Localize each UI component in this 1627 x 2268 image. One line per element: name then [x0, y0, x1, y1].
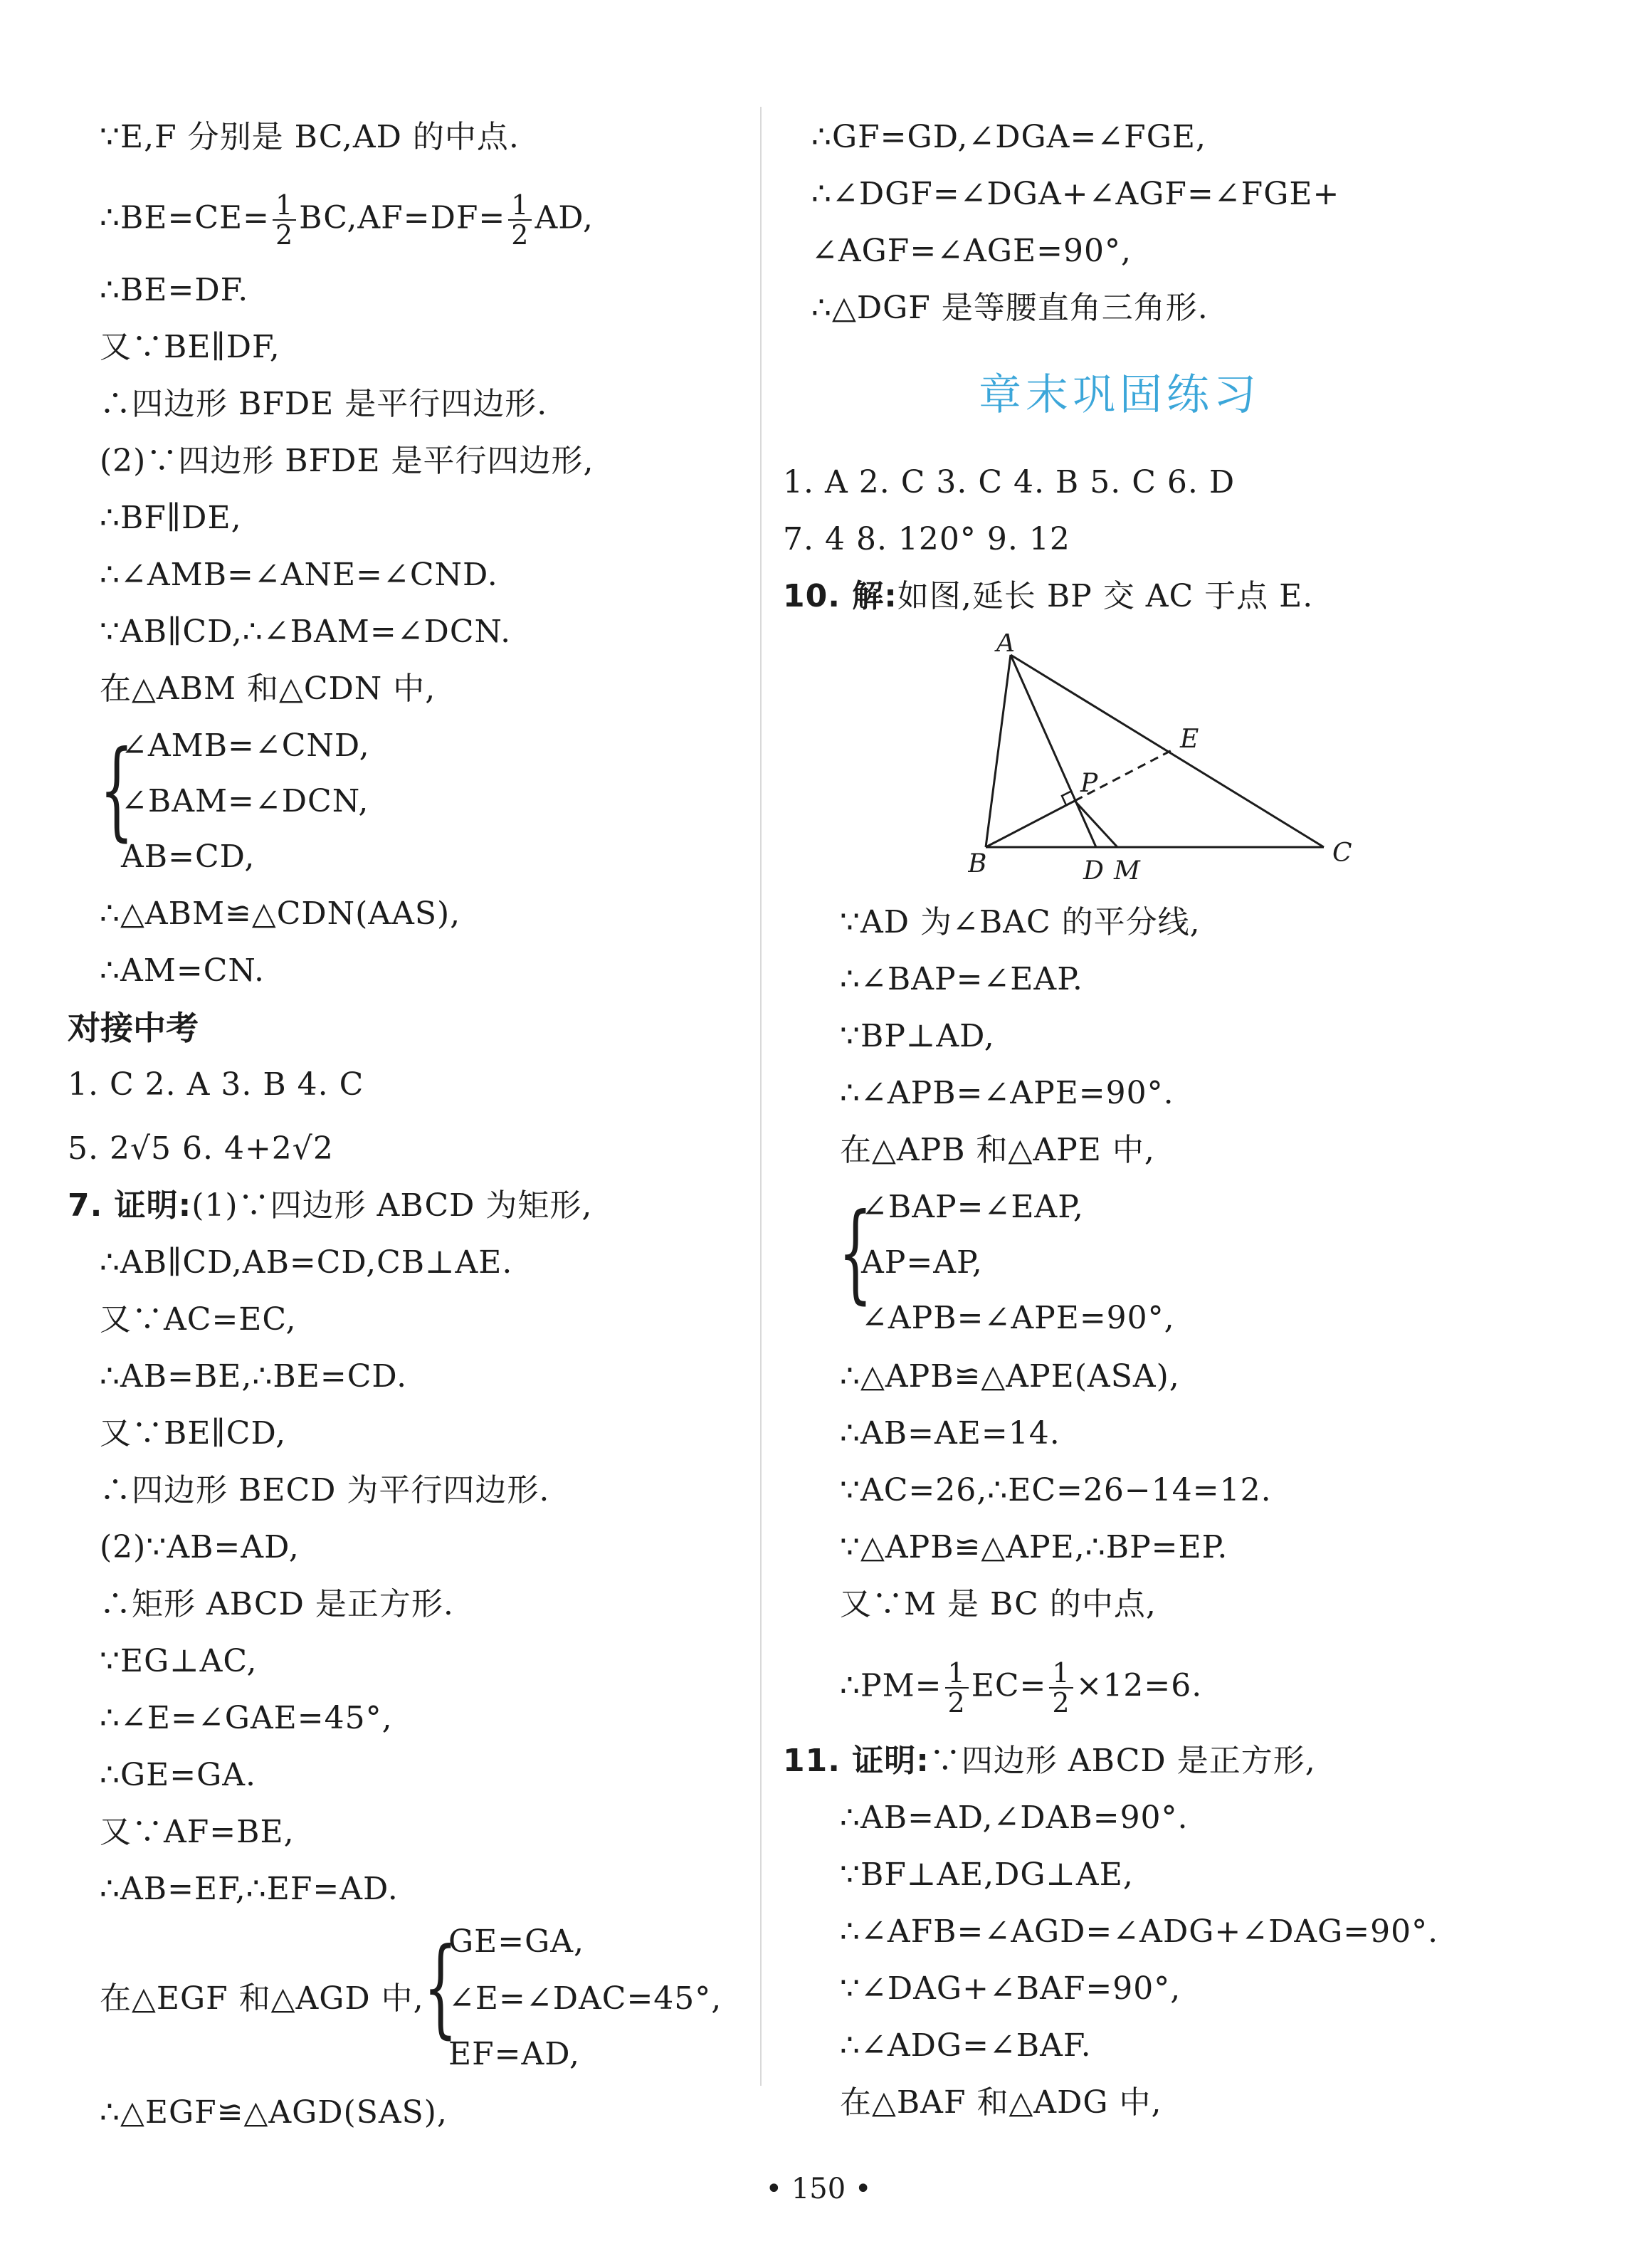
text-line: (2)∵AB=AD,	[100, 1529, 300, 1565]
text-line: ∴BF∥DE,	[100, 500, 242, 536]
label-m: M	[1114, 856, 1140, 883]
text-line: ∴∠APB=∠APE=90°.	[840, 1075, 1174, 1111]
text-line: ∴BE=DF.	[100, 272, 249, 308]
question-11: 11. 证明:∵四边形 ABCD 是正方形,	[783, 1743, 1316, 1779]
text-line: ∴PM= $\frac{1}{2}$ EC= $\frac{1}{2}$ ×12=6.	[840, 1657, 1203, 1718]
text-line: ∠AMB=∠CND,	[121, 728, 370, 764]
text-line: ∴∠DGF=∠DGA+∠AGF=∠FGE+	[811, 176, 1340, 212]
label-p: P	[1080, 769, 1098, 798]
answer-row: 7. 4 8. 120° 9. 12	[783, 521, 1070, 557]
text-line: AB=CD,	[121, 839, 256, 875]
text-line: ∴∠AFB=∠AGD=∠ADG+∠DAG=90°.	[840, 1913, 1439, 1950]
text-line: ∴四边形 BECD 为平行四边形.	[100, 1472, 550, 1508]
text-line: 在△BAF 和△ADG 中,	[840, 2084, 1162, 2121]
text-line: ∵EG⊥AC,	[100, 1643, 258, 1679]
text-line: ∴GE=GA.	[100, 1757, 257, 1793]
text-line: ∴AB=AE=14.	[840, 1415, 1060, 1451]
fraction: $\frac{1}{2}$	[1049, 1659, 1073, 1717]
text-line: ∵E,F 分别是 BC,AD 的中点.	[100, 119, 520, 155]
label-b: B	[968, 849, 987, 878]
text-line: ∴∠ADG=∠BAF.	[840, 2027, 1092, 2064]
answer-row: 1. A 2. C 3. C 4. B 5. C 6. D	[783, 464, 1236, 500]
segment-bp	[986, 801, 1075, 847]
text-line: 又∵BE∥DF,	[100, 329, 280, 365]
segment-pm	[1075, 801, 1117, 847]
text-line: 又∵AC=EC,	[100, 1301, 297, 1338]
text-line: ∴矩形 ABCD 是正方形.	[100, 1586, 454, 1622]
text-line: ∴∠E=∠GAE=45°,	[100, 1700, 393, 1736]
segment-ac	[1011, 655, 1324, 847]
question-7: 7. 证明:(1)∵四边形 ABCD 为矩形,	[68, 1187, 593, 1224]
chapter-title: 章末巩固练习	[979, 370, 1260, 420]
answer-row: 5. 2√5 6. 4+2√2	[68, 1130, 334, 1167]
text-line: 又∵BE∥CD,	[100, 1415, 287, 1451]
text-line: 又∵AF=BE,	[100, 1814, 295, 1850]
fraction: $\frac{1}{2}$	[508, 191, 532, 249]
fraction: $\frac{1}{2}$	[945, 1659, 969, 1717]
text-line: ∵AD 为∠BAC 的平分线,	[840, 904, 1201, 940]
text-line: ∴AM=CN.	[100, 952, 265, 989]
text-line: ∵AB∥CD,∴∠BAM=∠DCN.	[100, 614, 512, 650]
text-line: ∠BAP=∠EAP,	[861, 1189, 1084, 1225]
triangle-figure	[968, 634, 1395, 883]
text-line: (2)∵四边形 BFDE 是平行四边形,	[100, 443, 594, 479]
label-a: A	[996, 634, 1015, 658]
fraction: $\frac{1}{2}$	[273, 191, 296, 249]
question-10: 10. 解:如图,延长 BP 交 AC 于点 E.	[783, 578, 1314, 614]
page-number: • 150 •	[765, 2173, 872, 2205]
label-d: D	[1083, 856, 1104, 883]
text-line: ∠E=∠DAC=45°,	[448, 1980, 722, 2017]
text-line: ∴AB∥CD,AB=CD,CB⊥AE.	[100, 1244, 513, 1281]
brace-icon: {	[100, 728, 134, 852]
brace-icon: {	[423, 1926, 458, 2049]
label-c: C	[1332, 839, 1352, 868]
text-line: ∴△EGF≌△AGD(SAS),	[100, 2094, 448, 2131]
text-line: ∴∠AMB=∠ANE=∠CND.	[100, 557, 498, 593]
text-line: ∴△ABM≌△CDN(AAS),	[100, 896, 461, 932]
text-line: 在△ABM 和△CDN 中,	[100, 671, 436, 707]
segment-ad	[1011, 655, 1096, 847]
segment-ab	[986, 655, 1011, 847]
text-line: ∠APB=∠APE=90°,	[861, 1300, 1175, 1336]
brace-icon: {	[838, 1191, 873, 1315]
text-line: ∵∠DAG+∠BAF=90°,	[840, 1970, 1181, 2007]
column-divider	[760, 107, 762, 2086]
text-line: ∴四边形 BFDE 是平行四边形.	[100, 386, 548, 422]
text-line: ∵AC=26,∴EC=26−14=12.	[840, 1472, 1272, 1508]
text-line: ∴AB=AD,∠DAB=90°.	[840, 1800, 1189, 1836]
text-line: ∴△APB≌△APE(ASA),	[840, 1358, 1180, 1395]
text-line: ∴AB=BE,∴BE=CD.	[100, 1358, 408, 1395]
text-line: ∵BP⊥AD,	[840, 1018, 995, 1054]
label-e: E	[1180, 725, 1199, 754]
text-line: ∠BAM=∠DCN,	[121, 783, 369, 819]
text-line: GE=GA,	[448, 1923, 585, 1960]
text-line: ∴BE=CE= $\frac{1}{2}$ BC,AF=DF= $\frac{1}{2}$ AD,	[100, 189, 594, 251]
text-line: ∠AGF=∠AGE=90°,	[811, 233, 1132, 269]
text-line: 在△EGF 和△AGD 中,	[100, 1980, 424, 2017]
text-line: ∴△DGF 是等腰直角三角形.	[811, 290, 1209, 326]
text-line: 又∵M 是 BC 的中点,	[840, 1586, 1157, 1622]
text-line: ∴GF=GD,∠DGA=∠FGE,	[811, 119, 1206, 155]
text-line: ∴AB=EF,∴EF=AD.	[100, 1871, 399, 1907]
text-line: ∴∠BAP=∠EAP.	[840, 961, 1083, 997]
section-title: 对接中考	[68, 1009, 199, 1047]
answer-row: 1. C 2. A 3. B 4. C	[68, 1066, 364, 1103]
text-line: ∵BF⊥AE,DG⊥AE,	[840, 1857, 1134, 1893]
text-line: AP=AP,	[861, 1244, 983, 1281]
text-line: EF=AD,	[448, 2036, 580, 2072]
text-line: ∵△APB≌△APE,∴BP=EP.	[840, 1529, 1228, 1565]
text-line: 在△APB 和△APE 中,	[840, 1132, 1155, 1168]
